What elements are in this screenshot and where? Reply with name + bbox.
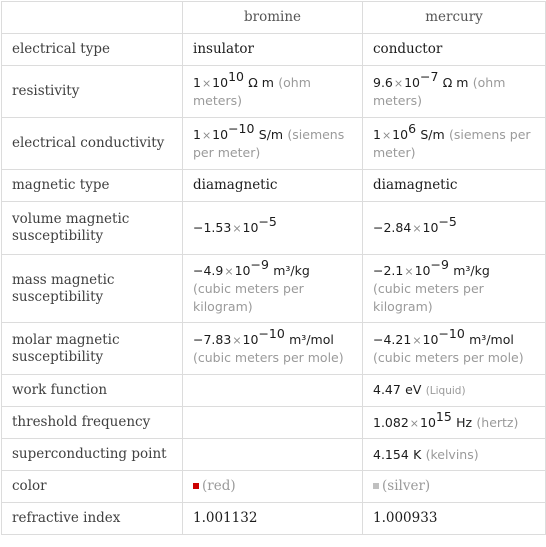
mercury-value: $9.6\times 10^{-7}$ Ω m (ohm meters) — [363, 66, 546, 118]
mercury-value: $-4.21\times 10^{-10}$ m³/mol (cubic meters per mole) — [363, 323, 546, 375]
red-color-swatch — [193, 483, 199, 489]
row-label: mass magnetic susceptibility — [2, 255, 183, 323]
bromine-value: diamagnetic — [183, 170, 363, 202]
table-row — [2, 503, 546, 535]
row-label: molar magnetic susceptibility — [2, 323, 183, 375]
mercury-value: (silver) — [363, 471, 546, 503]
bromine-value: insulator — [183, 34, 363, 66]
table-row — [2, 375, 546, 407]
row-label: volume magnetic susceptibility — [2, 202, 183, 255]
bromine-value: $-4.9\times 10^{-9}$ m³/kg (cubic meters per kilogram) — [183, 255, 363, 323]
mercury-value: diamagnetic — [363, 170, 546, 202]
row-label: superconducting point — [2, 439, 183, 471]
row-label: magnetic type — [2, 170, 183, 202]
table-row — [2, 118, 546, 170]
bromine-value: 1.001132 — [183, 503, 363, 535]
table-row — [2, 34, 546, 66]
table-row — [2, 202, 546, 255]
table-row — [2, 439, 546, 471]
mercury-value: $1\times 10^6$ S/m (siemens per meter) — [363, 118, 546, 170]
bromine-value — [183, 407, 363, 439]
table-row — [2, 323, 546, 375]
table-row — [2, 407, 546, 439]
bromine-value: $-7.83\times 10^{-10}$ m³/mol (cubic meters per mole) — [183, 323, 363, 375]
row-label: work function — [2, 375, 183, 407]
table-row — [2, 471, 546, 503]
header-mercury: mercury — [363, 2, 546, 34]
bromine-value — [183, 375, 363, 407]
row-label: threshold frequency — [2, 407, 183, 439]
bromine-value: (red) — [183, 471, 363, 503]
header-bromine: bromine — [183, 2, 363, 34]
row-label: electrical conductivity — [2, 118, 183, 170]
row-label: electrical type — [2, 34, 183, 66]
mercury-value: 1.000933 — [363, 503, 546, 535]
mercury-value: 4.47 eV (Liquid) — [363, 375, 546, 407]
header-row — [2, 2, 546, 34]
mercury-value: $-2.1\times 10^{-9}$ m³/kg (cubic meters per kilogram) — [363, 255, 546, 323]
mercury-value: conductor — [363, 34, 546, 66]
properties-table — [1, 1, 546, 535]
table-row — [2, 170, 546, 202]
bromine-value: $1\times 10^{-10}$ S/m (siemens per meter) — [183, 118, 363, 170]
mercury-value: $-2.84\times 10^{-5}$ — [363, 202, 546, 255]
mercury-value: $1.082\times 10^{15}$ Hz (hertz) — [363, 407, 546, 439]
silver-color-swatch — [373, 483, 379, 489]
row-label: resistivity — [2, 66, 183, 118]
bromine-value — [183, 439, 363, 471]
bromine-value: $-1.53\times 10^{-5}$ — [183, 202, 363, 255]
header-empty-cell — [2, 2, 183, 34]
table-row — [2, 255, 546, 323]
mercury-value: 4.154 K (kelvins) — [363, 439, 546, 471]
row-label: refractive index — [2, 503, 183, 535]
bromine-value: $1\times 10^{10}$ Ω m (ohm meters) — [183, 66, 363, 118]
row-label: color — [2, 471, 183, 503]
table-row — [2, 66, 546, 118]
